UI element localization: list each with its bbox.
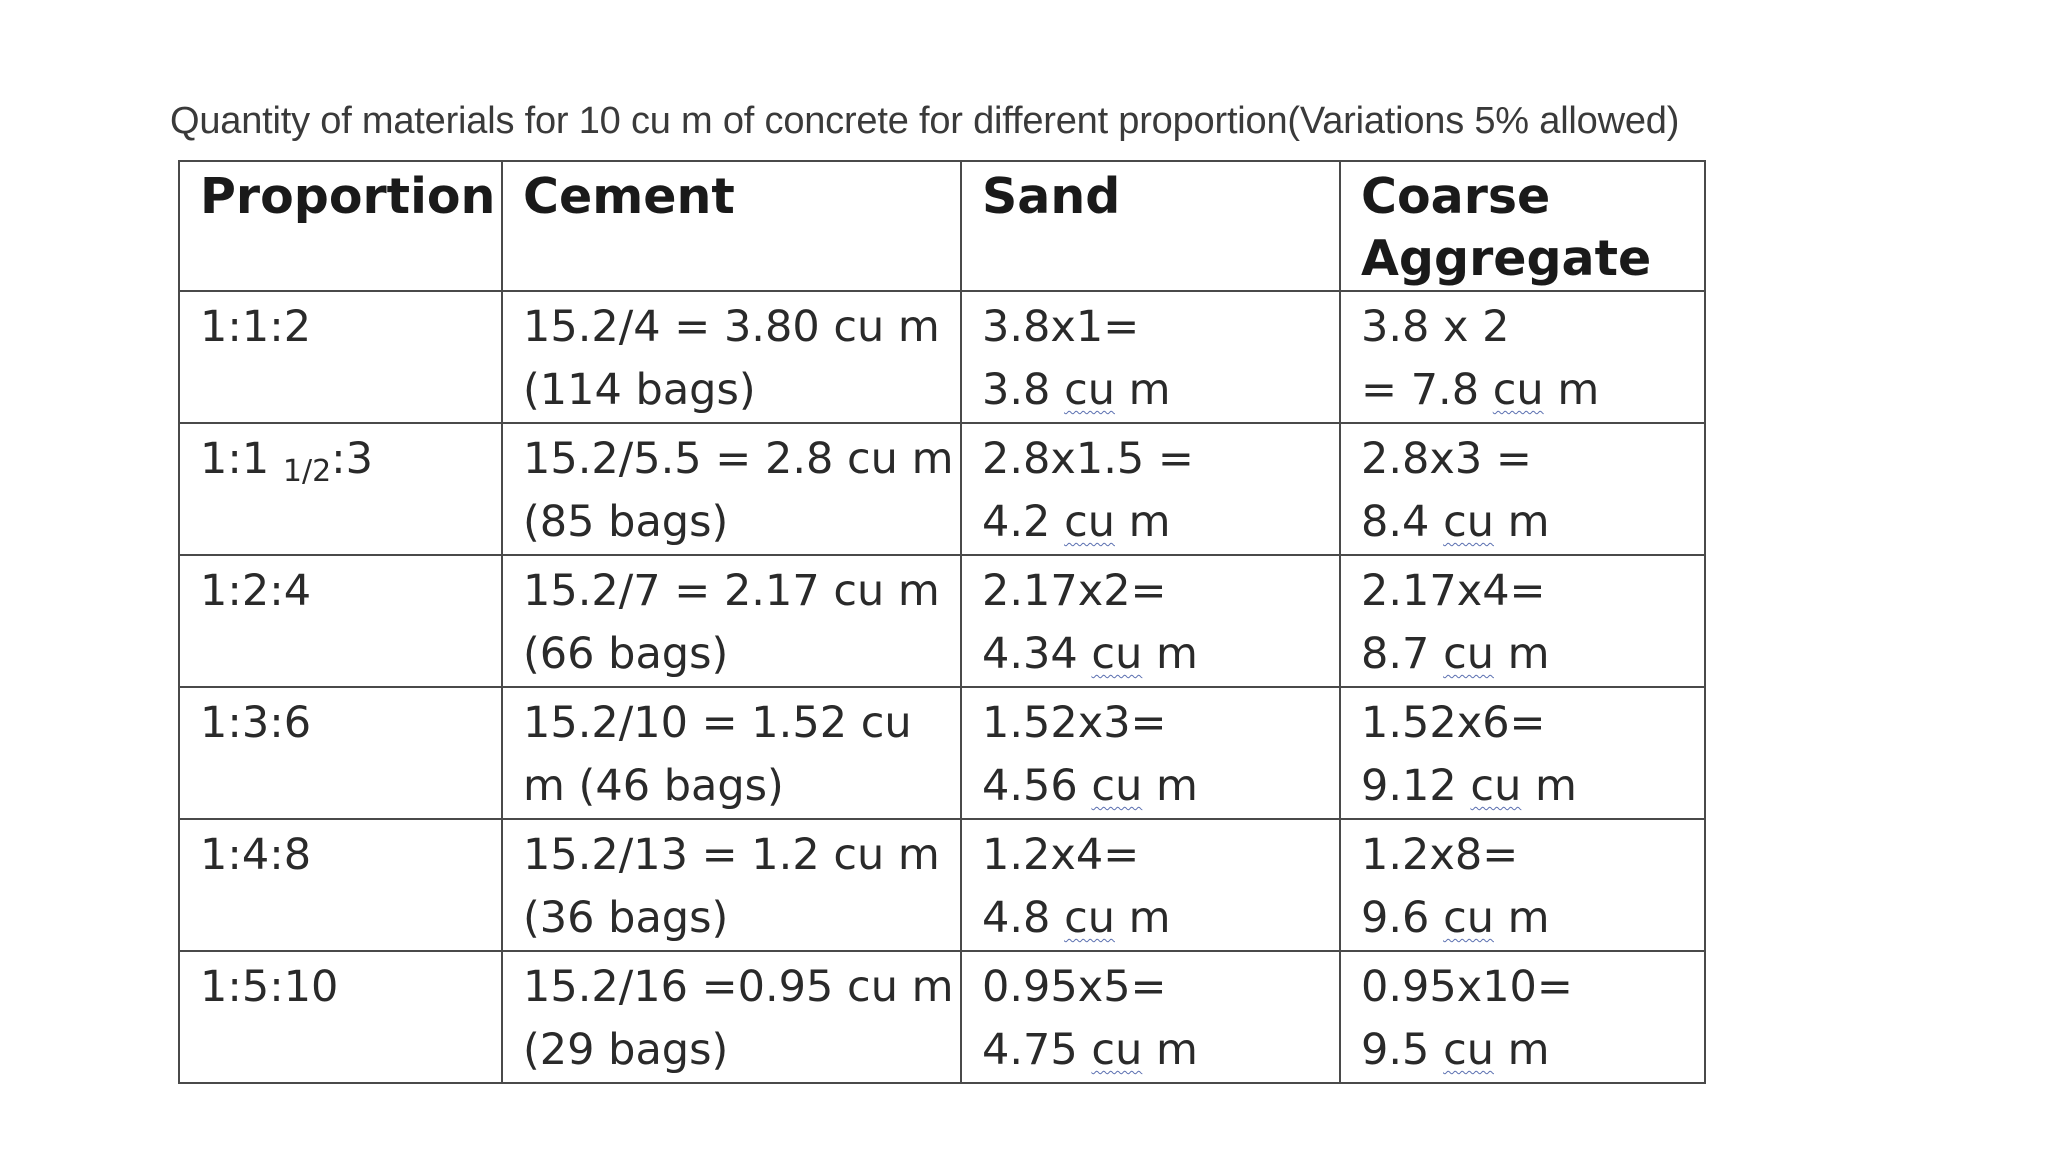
proportion-main: 1:5:10 xyxy=(200,962,339,1012)
coarse-aggregate-result xyxy=(1361,623,1684,686)
sand-calculation: 2.17x2= xyxy=(982,566,1167,616)
cement-cell xyxy=(502,423,961,555)
cement-calculation: 15.2/10 = 1.52 cu xyxy=(523,698,912,748)
table-header-row xyxy=(179,161,1705,291)
cement-cell xyxy=(502,951,961,1083)
coarse-aggregate-unit-cu: cu xyxy=(1443,629,1494,679)
coarse-aggregate-result-value: 8.7 xyxy=(1361,629,1430,679)
coarse-aggregate-unit-m: m xyxy=(1507,1025,1550,1075)
coarse-aggregate-result-value: 9.5 xyxy=(1361,1025,1430,1075)
table-row xyxy=(179,555,1705,687)
proportion-main: 1:1 xyxy=(200,434,270,484)
sand-cell xyxy=(961,555,1340,687)
coarse-aggregate-cell xyxy=(1340,687,1705,819)
sand-result-value: 4.2 xyxy=(982,497,1051,547)
proportion-value xyxy=(200,296,481,359)
sand-result xyxy=(982,359,1319,422)
proportion-cell xyxy=(179,291,502,423)
sand-calculation: 1.2x4= xyxy=(982,830,1140,880)
sand-result xyxy=(982,491,1319,554)
coarse-aggregate-result-value: 9.12 xyxy=(1361,761,1457,811)
table-caption: Quantity of materials for 10 cu m of concrete for different proportion(Variations 5% allowed) xyxy=(170,100,1680,142)
coarse-aggregate-result xyxy=(1361,491,1684,554)
cement-calculation: 15.2/5.5 = 2.8 cu m xyxy=(523,434,954,484)
cement-bags: (66 bags) xyxy=(523,629,729,679)
coarse-aggregate-result-value: = 7.8 xyxy=(1361,365,1480,415)
coarse-aggregate-result xyxy=(1361,359,1684,422)
sand-calculation: 3.8x1= xyxy=(982,302,1140,352)
cement-calculation: 15.2/7 = 2.17 cu m xyxy=(523,566,940,616)
coarse-aggregate-unit-cu: cu xyxy=(1443,893,1494,943)
sand-result-value: 3.8 xyxy=(982,365,1051,415)
proportion-cell xyxy=(179,555,502,687)
coarse-aggregate-unit-m: m xyxy=(1507,629,1550,679)
proportion-value xyxy=(200,824,481,887)
coarse-aggregate-cell xyxy=(1340,555,1705,687)
coarse-aggregate-calculation: 2.17x4= xyxy=(1361,566,1546,616)
sand-unit-cu: cu xyxy=(1091,629,1143,679)
coarse-aggregate-unit-m: m xyxy=(1507,893,1550,943)
coarse-aggregate-calculation: 0.95x10= xyxy=(1361,962,1573,1012)
header-proportion: Proportion xyxy=(179,161,502,291)
table-row xyxy=(179,423,1705,555)
sand-cell xyxy=(961,951,1340,1083)
cement-bags: (29 bags) xyxy=(523,1025,729,1075)
proportion-cell xyxy=(179,687,502,819)
coarse-aggregate-calculation: 2.8x3 = xyxy=(1361,434,1532,484)
sand-result xyxy=(982,623,1319,686)
table-row xyxy=(179,951,1705,1083)
sand-cell xyxy=(961,423,1340,555)
sand-unit-m: m xyxy=(1156,761,1198,811)
coarse-aggregate-cell xyxy=(1340,423,1705,555)
cement-cell xyxy=(502,291,961,423)
proportion-fraction: 1/2 xyxy=(282,454,332,489)
materials-table xyxy=(178,160,1706,1084)
coarse-aggregate-result-value: 8.4 xyxy=(1361,497,1430,547)
sand-cell xyxy=(961,291,1340,423)
sand-calculation: 2.8x1.5 = xyxy=(982,434,1194,484)
proportion-tail: :3 xyxy=(331,434,374,484)
coarse-aggregate-calculation: 1.52x6= xyxy=(1361,698,1546,748)
coarse-aggregate-cell xyxy=(1340,291,1705,423)
sand-unit-m: m xyxy=(1128,497,1171,547)
sand-cell xyxy=(961,819,1340,951)
coarse-aggregate-calculation: 1.2x8= xyxy=(1361,830,1519,880)
cement-bags: (85 bags) xyxy=(523,497,729,547)
coarse-aggregate-result xyxy=(1361,887,1684,950)
sand-result-value: 4.75 xyxy=(982,1025,1078,1075)
cement-cell xyxy=(502,687,961,819)
sand-unit-cu: cu xyxy=(1091,1025,1143,1075)
sand-unit-m: m xyxy=(1128,893,1171,943)
coarse-aggregate-unit-m: m xyxy=(1535,761,1577,811)
sand-result-value: 4.34 xyxy=(982,629,1078,679)
sand-unit-m: m xyxy=(1156,629,1198,679)
cement-bags: (36 bags) xyxy=(523,893,729,943)
sand-unit-cu: cu xyxy=(1091,761,1143,811)
sand-unit-cu: cu xyxy=(1064,497,1115,547)
table-row xyxy=(179,687,1705,819)
sand-result-value: 4.8 xyxy=(982,893,1051,943)
sand-result xyxy=(982,887,1319,950)
proportion-value xyxy=(200,428,481,503)
sand-result xyxy=(982,755,1319,818)
proportion-main: 1:4:8 xyxy=(200,830,312,880)
sand-unit-m: m xyxy=(1128,365,1171,415)
coarse-aggregate-unit-cu: cu xyxy=(1470,761,1522,811)
proportion-cell xyxy=(179,951,502,1083)
sand-unit-cu: cu xyxy=(1064,893,1115,943)
sand-unit-cu: cu xyxy=(1064,365,1115,415)
sand-calculation: 1.52x3= xyxy=(982,698,1167,748)
sand-cell xyxy=(961,687,1340,819)
proportion-value xyxy=(200,956,481,1019)
sand-result xyxy=(982,1019,1319,1082)
coarse-aggregate-unit-m: m xyxy=(1507,497,1550,547)
coarse-aggregate-cell xyxy=(1340,951,1705,1083)
coarse-aggregate-result xyxy=(1361,755,1684,818)
proportion-main: 1:2:4 xyxy=(200,566,312,616)
cement-bags: (114 bags) xyxy=(523,365,756,415)
cement-calculation: 15.2/16 =0.95 cu m xyxy=(523,962,954,1012)
coarse-aggregate-unit-cu: cu xyxy=(1492,365,1544,415)
table-row xyxy=(179,291,1705,423)
proportion-value xyxy=(200,560,481,623)
coarse-aggregate-calculation: 3.8 x 2 xyxy=(1361,302,1510,352)
coarse-aggregate-unit-cu: cu xyxy=(1443,497,1494,547)
cement-calculation: 15.2/13 = 1.2 cu m xyxy=(523,830,940,880)
proportion-main: 1:3:6 xyxy=(200,698,312,748)
proportion-value xyxy=(200,692,481,755)
header-sand: Sand xyxy=(961,161,1340,291)
coarse-aggregate-cell xyxy=(1340,819,1705,951)
sand-unit-m: m xyxy=(1156,1025,1198,1075)
sand-calculation: 0.95x5= xyxy=(982,962,1167,1012)
coarse-aggregate-unit-cu: cu xyxy=(1443,1025,1494,1075)
table-row xyxy=(179,819,1705,951)
header-coarse-aggregate: Coarse Aggregate xyxy=(1340,161,1705,291)
cement-bags: m (46 bags) xyxy=(523,761,784,811)
proportion-tail: :2 xyxy=(269,302,312,352)
header-cement: Cement xyxy=(502,161,961,291)
coarse-aggregate-result xyxy=(1361,1019,1684,1082)
coarse-aggregate-result-value: 9.6 xyxy=(1361,893,1430,943)
proportion-main: 1:1 xyxy=(200,302,270,352)
proportion-cell xyxy=(179,423,502,555)
cement-cell xyxy=(502,555,961,687)
coarse-aggregate-unit-m: m xyxy=(1557,365,1600,415)
proportion-cell xyxy=(179,819,502,951)
cement-calculation: 15.2/4 = 3.80 cu m xyxy=(523,302,940,352)
sand-result-value: 4.56 xyxy=(982,761,1078,811)
cement-cell xyxy=(502,819,961,951)
